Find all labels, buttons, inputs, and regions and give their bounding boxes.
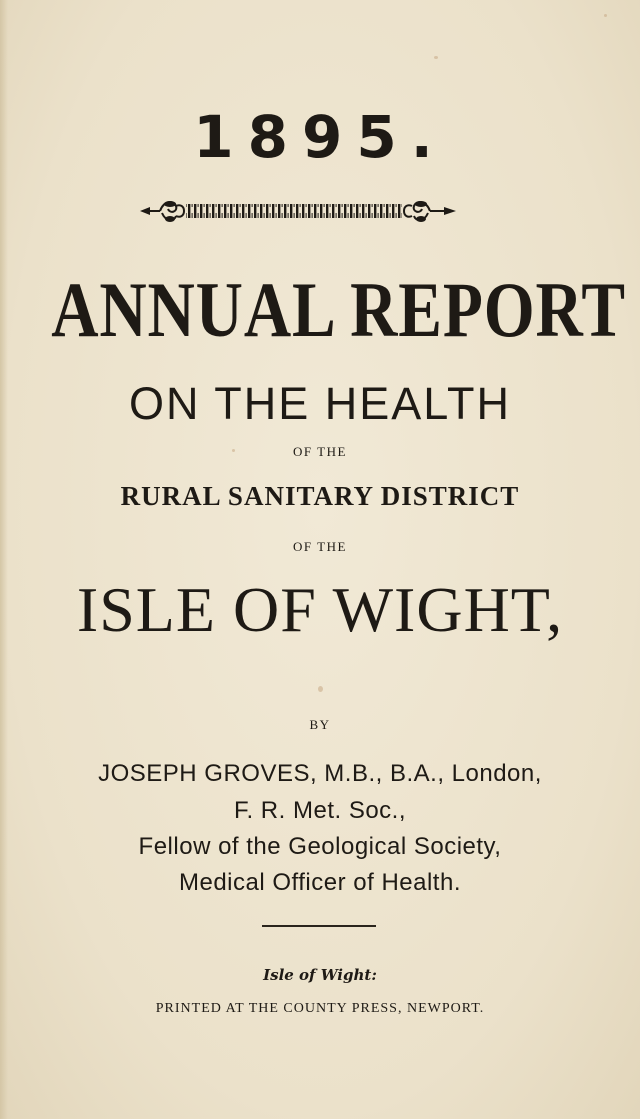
paper-speck: [434, 56, 438, 59]
report-year: 1895.: [193, 103, 447, 171]
imprint-place: Isle of Wight:: [263, 966, 377, 984]
report-title: ANNUAL REPORT: [51, 266, 626, 353]
author-position: Medical Officer of Health.: [178, 869, 461, 896]
paper-speck: [318, 686, 323, 692]
connector-of-the-2: OF THE: [293, 539, 347, 554]
author-name: JOSEPH GROVES, M.B., B.A., London,: [98, 760, 542, 787]
author-credential: F. R. Met. Soc.,: [233, 797, 407, 824]
divider-rule: [262, 925, 376, 927]
decorative-rule-ornament-icon: [140, 196, 456, 226]
report-subtitle: ON THE HEALTH: [129, 378, 511, 429]
by-line: BY: [309, 717, 331, 732]
author-fellowship: Fellow of the Geological Society,: [138, 833, 502, 860]
printer-imprint: PRINTED AT THE COUNTY PRESS, NEWPORT.: [155, 1001, 485, 1016]
district-name: RURAL SANITARY DISTRICT: [120, 481, 520, 511]
place-name: ISLE OF WIGHT,: [76, 574, 564, 645]
paper-speck: [604, 14, 607, 17]
connector-of-the-1: OF THE: [293, 444, 347, 459]
